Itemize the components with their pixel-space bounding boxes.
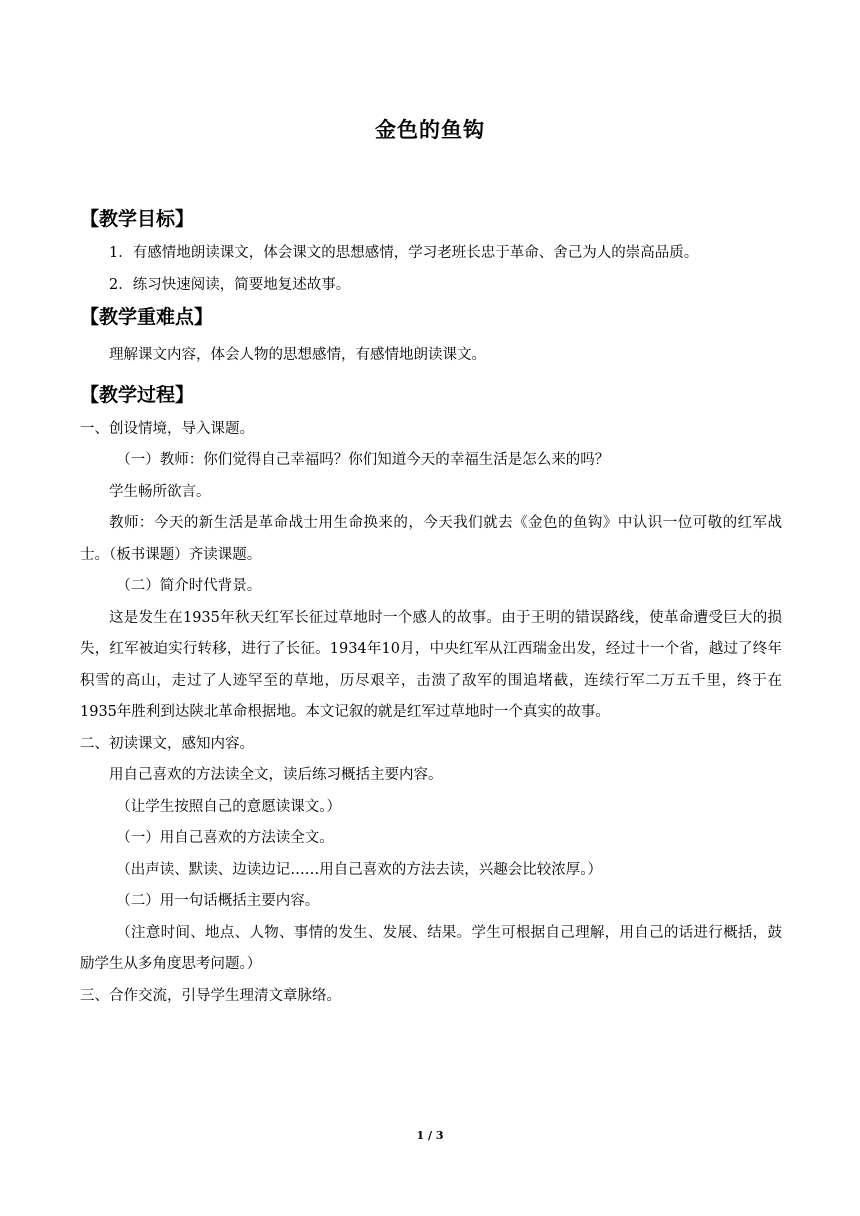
key-points-text: 理解课文内容，体会人物的思想感情，有感情地朗读课文。 [109,347,486,363]
process-paragraph: （出声读、默读、边读边记……用自己喜欢的方法去读，兴趣会比较浓厚。） [116,861,602,878]
goal-item-2: 2．练习快速阅读，简要地复述故事。 [109,276,351,293]
process-paragraph: 用自己喜欢的方法读全文，读后练习概括主要内容。 [109,767,443,783]
page-number: 1 / 3 [416,1129,444,1142]
process-paragraph: （一）教师：你们觉得自己幸福吗？你们知道今天的幸福生活是怎么来的吗？ [116,452,610,468]
process-step-2-heading: 二、初读课文，感知内容。 [80,735,254,752]
section-heading-goals: 【教学目标】 [80,208,195,230]
section-heading-key-points: 【教学重难点】 [80,306,214,328]
process-step-1-heading: 一、创设情境，导入课题。 [80,420,254,437]
goal-item-1: 1．有感情地朗读课文，体会课文的思想感情，学习老班长忠于革命、舍己为人的崇高品质。 [109,245,699,261]
section-heading-process: 【教学过程】 [80,383,195,406]
process-paragraph: （注意时间、地点、人物、事情的发生、发展、结果。学生可根据自己理解，用自己的话进行概括，鼓励学生从多角度思考问题。） [80,924,782,972]
process-paragraph: 学生畅所欲言。 [109,483,211,500]
process-paragraph: （一）用自己喜欢的方法读全文。 [116,830,334,846]
process-paragraph: （二）用一句话概括主要内容。 [116,893,320,909]
process-paragraph: （二）简介时代背景。 [116,578,262,594]
document-body [80,203,782,1012]
process-step-3-heading: 三、合作交流，引导学生理清文章脉络。 [80,987,341,1004]
process-paragraph: 教师：今天的新生活是革命战士用生命换来的，今天我们就去《金色的鱼钩》中认识一位可敬的红军战士。（板书课题）齐读课题。 [80,515,782,563]
process-paragraph: （让学生按照自己的意愿读课文。） [116,798,341,815]
document-title: 金色的鱼钩 [375,118,485,142]
process-paragraph-background: 这是发生在1935年秋天红军长征过草地时一个感人的故事。由于王明的错误路线，使革命遭受巨大的损失，红军被迫实行转移，进行了长征。1934年10月，中央红军从江西瑞金出发，经过十一个省，越过了终年积雪的高山，走过了人迹罕至的草地，历尽艰辛，击溃了敌军的围追堵截，连续行军二万五千里，终于在1935年胜利到达陕北革命根据地。本文记叙的就是红军过草地时一个真实的故事。 [80,609,782,720]
